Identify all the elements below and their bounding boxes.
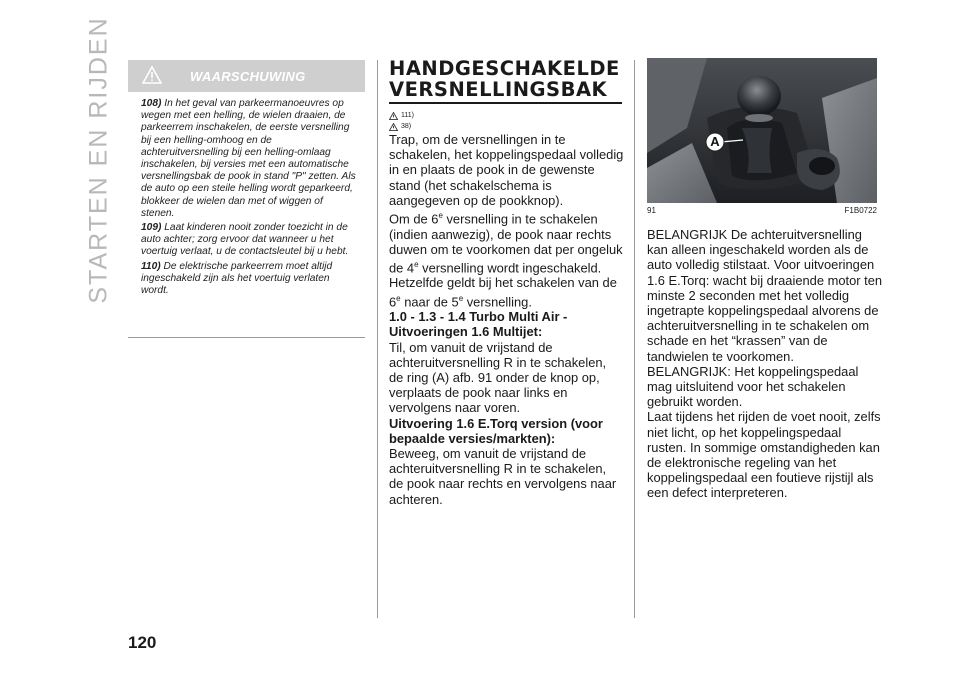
- paragraph: BELANGRIJK De achteruitversnelling kan alleen ingeschakeld worden als de auto volledig stilstaat. Voor uitvoeringen 1.6 E.Torq: wacht bij draaiende motor ten minste 2 seconden met het volledig ingetrapte koppelingspedaal alvorens de achteruitversnelling in te schakelen om schade en het “krassen” van de tandwielen te voorkomen.: [647, 227, 883, 364]
- warning-item-num: 108): [141, 98, 162, 109]
- section-title: [389, 58, 624, 100]
- warning-item-num: 110): [141, 260, 161, 272]
- gear-shift-figure: [647, 58, 877, 203]
- right-column: [647, 58, 883, 501]
- figure-code: F1B0722: [844, 206, 877, 215]
- caution-ref: 38): [401, 123, 412, 130]
- warning-title: WAARSCHUWING: [190, 69, 306, 84]
- paragraph: Beweeg, om vanuit de vrijstand de achteruitversnelling R in te schakelen, de pook naar rechts en vervolgens naar achteren.: [389, 445, 617, 507]
- subheading: Uitvoering 1.6 E.Torq version (voor bepaalde versies/markten):: [389, 415, 603, 446]
- warning-body: [128, 92, 365, 338]
- figure-label-a: A: [710, 134, 720, 149]
- gear-shift-illustration: [647, 58, 877, 203]
- paragraph: Laat tijdens het rijden de voet nooit, zelfs niet licht, op het koppelingspedaal rusten. In sommige omstandigheden kan de elektronische regeling van het koppelingspedaal een foutieve rijstijl als een defect interpreteren.: [647, 409, 881, 501]
- warning-item: [141, 261, 357, 298]
- main-column: [389, 58, 624, 507]
- paragraph: Til, om vanuit de vrijstand de achteruitversnelling R in te schakelen, de ring (A) afb. 91 onder de knop op, verplaats de pook naar links en vervolgens naar voren.: [389, 339, 607, 416]
- column-divider-2: [634, 60, 635, 618]
- title-rule: [389, 102, 622, 104]
- column-divider-1: [377, 60, 378, 618]
- section-tab: [84, 16, 114, 304]
- warning-item-text: Laat kinderen nooit zonder toezicht in de auto achter; zorg ervoor dat wanneer u het voertuig verlaat, u de contactsleutel bij u hebt.: [141, 222, 349, 258]
- figure-number: 91: [647, 206, 656, 215]
- section-title-line2: VERSNELLINGSBAK: [389, 78, 608, 101]
- caution-ref-icon: [389, 123, 398, 131]
- references: [389, 110, 624, 132]
- warning-ref: 111): [401, 112, 414, 119]
- page-number: 120: [128, 633, 157, 652]
- subheading: 1.0 - 1.3 - 1.4 Turbo Multi Air - Uitvoeringen 1.6 Multijet:: [389, 309, 568, 340]
- warning-item-text: De elektrische parkeerrem moet altijd ingeschakeld zijn als het voertuig verlaten wordt.: [141, 260, 333, 297]
- warning-box: [128, 60, 365, 338]
- section-tab-label: STARTEN EN RIJDEN: [84, 16, 113, 304]
- figure-caption: [647, 206, 877, 215]
- warning-header: [128, 60, 365, 92]
- warning-item-text: In het geval van parkeermanoeuvres op wegen met een helling, de wielen draaien, de parkeerrem inschakelen, de eerste versnelling bij een helling-omhoog en de achteruitversnelling bij een helling-omlaag inschakelen, bij versies met een automatische versnellingsbak de pook in stand "P" zetten. Als de auto op een steile helling wordt geparkeerd, blokkeer de wielen dan met of wiggen of stenen.: [141, 98, 356, 219]
- warning-item: [141, 98, 357, 220]
- warning-ref-icon: [389, 112, 398, 120]
- paragraph: Om de 6e versnelling in te schakelen (indien aanwezig), de pook naar rechts duwen om te voorkomen dat per ongeluk de 4e versnelling wordt ingeschakeld. Hetzelfde geldt bij het schakelen van de 6e naar de 5e versnelling.: [389, 211, 623, 309]
- paragraph: BELANGRIJK: Het koppelingspedaal mag uitsluitend voor het schakelen gebruikt worden.: [647, 363, 859, 410]
- section-title-line1: HANDGESCHAKELDE: [389, 57, 620, 80]
- warning-item-num: 109): [141, 222, 162, 234]
- warning-item: [141, 222, 357, 259]
- warning-icon: [142, 66, 162, 84]
- paragraph: Trap, om de versnellingen in te schakelen, het koppelingspedaal volledig in en plaats de pook in de gewenste stand (het schakelschema is aangegeven op de pookknop).: [389, 132, 624, 208]
